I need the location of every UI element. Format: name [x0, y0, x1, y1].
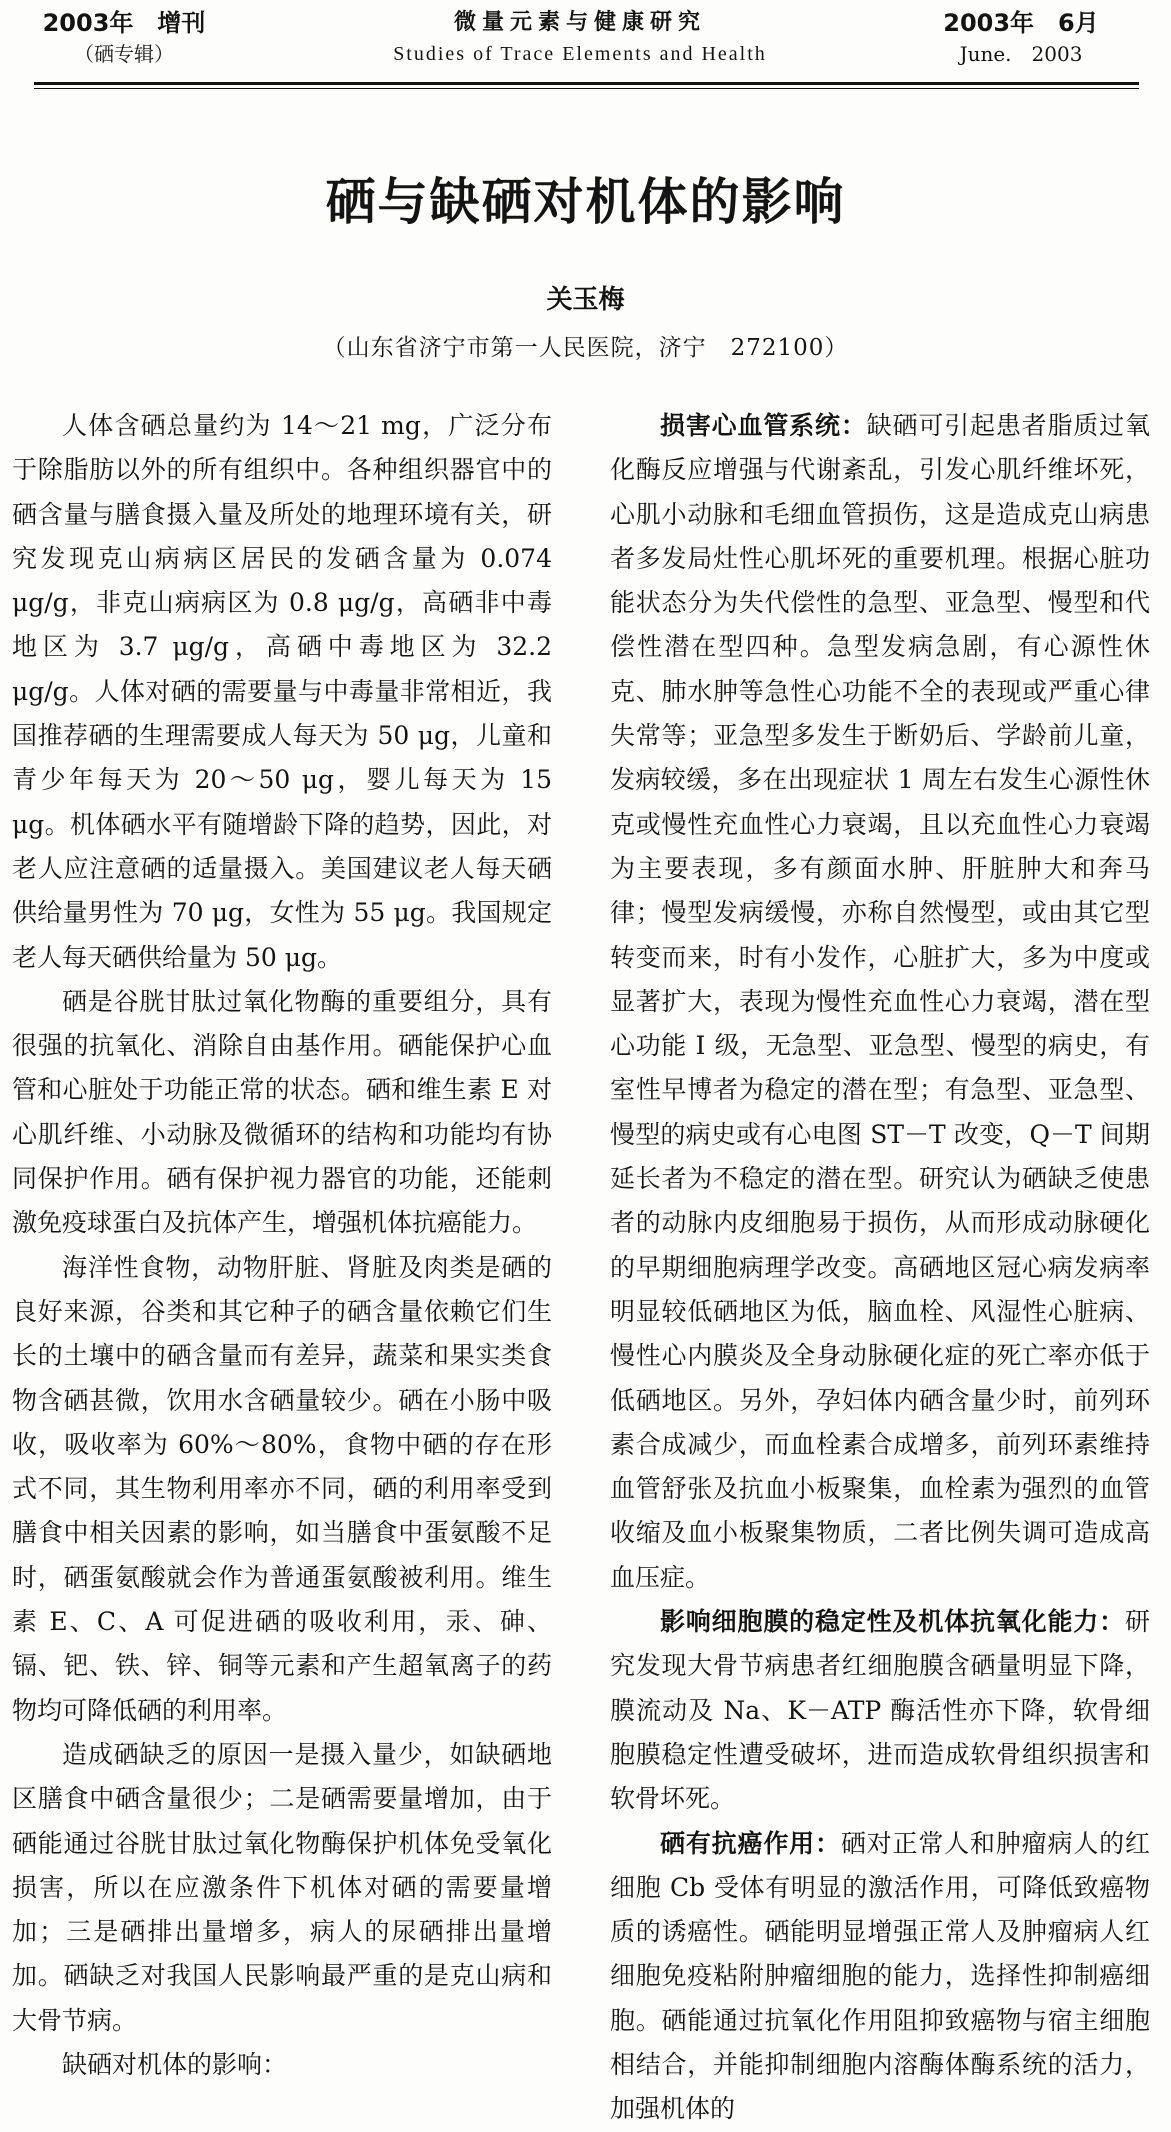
- left-column: [12, 404, 552, 2087]
- header-rule-thick: [34, 82, 1139, 85]
- header-supplement-label: （硒专辑）: [74, 42, 174, 66]
- header-date-english: June. 2003: [959, 42, 1083, 66]
- journal-title-english: Studies of Trace Elements and Health: [393, 43, 767, 65]
- paragraph: [610, 404, 1150, 1600]
- paragraph-lead: 损害心血管系统：: [660, 411, 867, 440]
- paragraph: 人体含硒总量约为 14～21 mg，广泛分布于除脂肪以外的所有组织中。各种组织器官中的硒含量与膳食摄入量及所处的地理环境有关，研究发现克山病病区居民的发硒含量为 0.074 μg/g，非克山病病区为 0.8 μg/g，高硒非中毒地区为 3.7 μg/g，高硒中毒地区为 32.2 μg/g。人体对硒的需要量与中毒量非常相近，我国推荐硒的生理需要成人每天为 50 μg，儿童和青少年每天为 20～50 μg，婴儿每天为 15 μg。机体硒水平有随增龄下降的趋势，因此，对老人应注意硒的适量摄入。美国建议老人每天硒供给量男性为 70 μg，女性为 55 μg。我国规定老人每天硒供给量为 50 μg。: [12, 411, 552, 972]
- paragraph-lead: 影响细胞膜的稳定性及机体抗氧化能力：: [660, 1607, 1125, 1637]
- paragraph: 造成硒缺乏的原因一是摄入量少，如缺硒地区膳食中硒含量很少；二是硒需要量增加，由于硒能通过谷胱甘肽过氧化物酶保护机体免受氧化损害，所以在应激条件下机体对硒的需要量增加；三是硒排出量增多，病人的尿硒排出量增加。硒缺乏对我国人民影响最严重的是克山病和大骨节病。: [12, 1739, 552, 2035]
- header-date-chinese: 2003年 6月: [943, 9, 1099, 37]
- right-column: [610, 404, 1150, 2132]
- header-journal-name: [330, 8, 830, 70]
- header-journal-issue: [34, 8, 214, 70]
- article-title: 硒与缺硒对机体的影响: [325, 173, 846, 231]
- header-year-issue: 2003年 增刊: [42, 9, 206, 37]
- paragraph: 硒是谷胱甘肽过氧化物酶的重要组分，具有很强的抗氧化、消除自由基作用。硒能保护心血管和心脏处于功能正常的状态。硒和维生素 E 对心肌纤维、小动脉及微循环的结构和功能均有协同保护作用。硒有保护视力器官的功能，还能刺激免疫球蛋白及抗体产生，增强机体抗癌能力。: [12, 986, 552, 1238]
- article-author: 关玉梅: [546, 285, 625, 315]
- paragraph-text: 缺硒可引起患者脂质过氧化酶反应增强与代谢紊乱，引发心肌纤维坏死，心肌小动脉和毛细血管损伤，这是造成克山病患者多发局灶性心肌坏死的重要机理。根据心脏功能状态分为失代偿性的急型、亚急型、慢型和代偿性潜在型四种。急型发病急剧，有心源性休克、肺水肿等急性心功能不全的表现或严重心律失常等；亚急型多发生于断奶后、学龄前儿童，发病较缓，多在出现症状 1 周左右发生心源性休克或慢性充血性心力衰竭，且以充血性心力衰竭为主要表现，多有颜面水肿、肝脏肿大和奔马律；慢型发病缓慢，亦称自然慢型，或由其它型转变而来，时有小发作，心脏扩大，多为中度或显著扩大，表现为慢性充血性心力衰竭，潜在型心功能 Ⅰ 级，无急型、亚急型、慢型的病史，有室性早博者为稳定的潜在型；有急型、亚急型、慢型的病史或有心电图 ST－T 改变，Q－T 间期延长者为不稳定的潜在型。研究认为硒缺乏使患者的动脉内皮细胞易于损伤，从而形成动脉硬化的早期细胞病理学改变。高硒地区冠心病发病率明显较低硒地区为低，脑血栓、风湿性心脏病、慢性心内膜炎及全身动脉硬化症的死亡率亦低于低硒地区。另外，孕妇体内硒含量少时，前列环素合成减少，而血栓素合成增多，前列环素维持血管舒张及抗血小板聚集，血栓素为强烈的血管收缩及血小板聚集物质，二者比例失调可造成高血压症。: [610, 411, 1150, 1592]
- paragraph: 缺硒对机体的影响：: [62, 2049, 288, 2079]
- paragraph: [610, 1822, 1150, 2132]
- header-rule-thin: [34, 88, 1139, 89]
- paragraph-lead: 硒有抗癌作用：: [660, 1828, 841, 1858]
- paragraph-text: 研究发现大骨节病患者红细胞膜含硒量明显下降，膜流动及 Na、K－ATP 酶活性亦下降，软骨细胞膜稳定性遭受破坏，进而造成软骨组织损害和软骨坏死。: [610, 1607, 1150, 1814]
- paragraph-text: 硒对正常人和肿瘤病人的红细胞 Cb 受体有明显的激活作用，可降低致癌物质的诱癌性。硒能明显增强正常人及肿瘤病人红细胞免疫粘附肿瘤细胞的能力，选择性抑制癌细胞。硒能通过抗氧化作用阻抑致癌物与宿主细胞相结合，并能抑制细胞内溶酶体酶系统的活力，加强机体的: [610, 1828, 1150, 2124]
- journal-title-chinese: 微量元素与健康研究: [453, 10, 706, 35]
- author-affiliation: （山东省济宁市第一人民医院，济宁 272100）: [322, 335, 849, 361]
- paragraph: [610, 1600, 1150, 1821]
- header-date: [931, 8, 1111, 70]
- paragraph: 海洋性食物，动物肝脏、肾脏及肉类是硒的良好来源，谷类和其它种子的硒含量依赖它们生长的土壤中的硒含量而有差异，蔬菜和果实类食物含硒甚微，饮用水含硒量较少。硒在小肠中吸收，吸收率为 60%～80%，食物中硒的存在形式不同，其生物利用率亦不同，硒的利用率受到膳食中相关因素的影响，如当膳食中蛋氨酸不足时，硒蛋氨酸就会作为普通蛋氨酸被利用。维生素 E、C、A 可促进硒的吸收利用，汞、砷、镉、钯、铁、锌、铜等元素和产生超氧离子的药物均可降低硒的利用率。: [12, 1252, 552, 1725]
